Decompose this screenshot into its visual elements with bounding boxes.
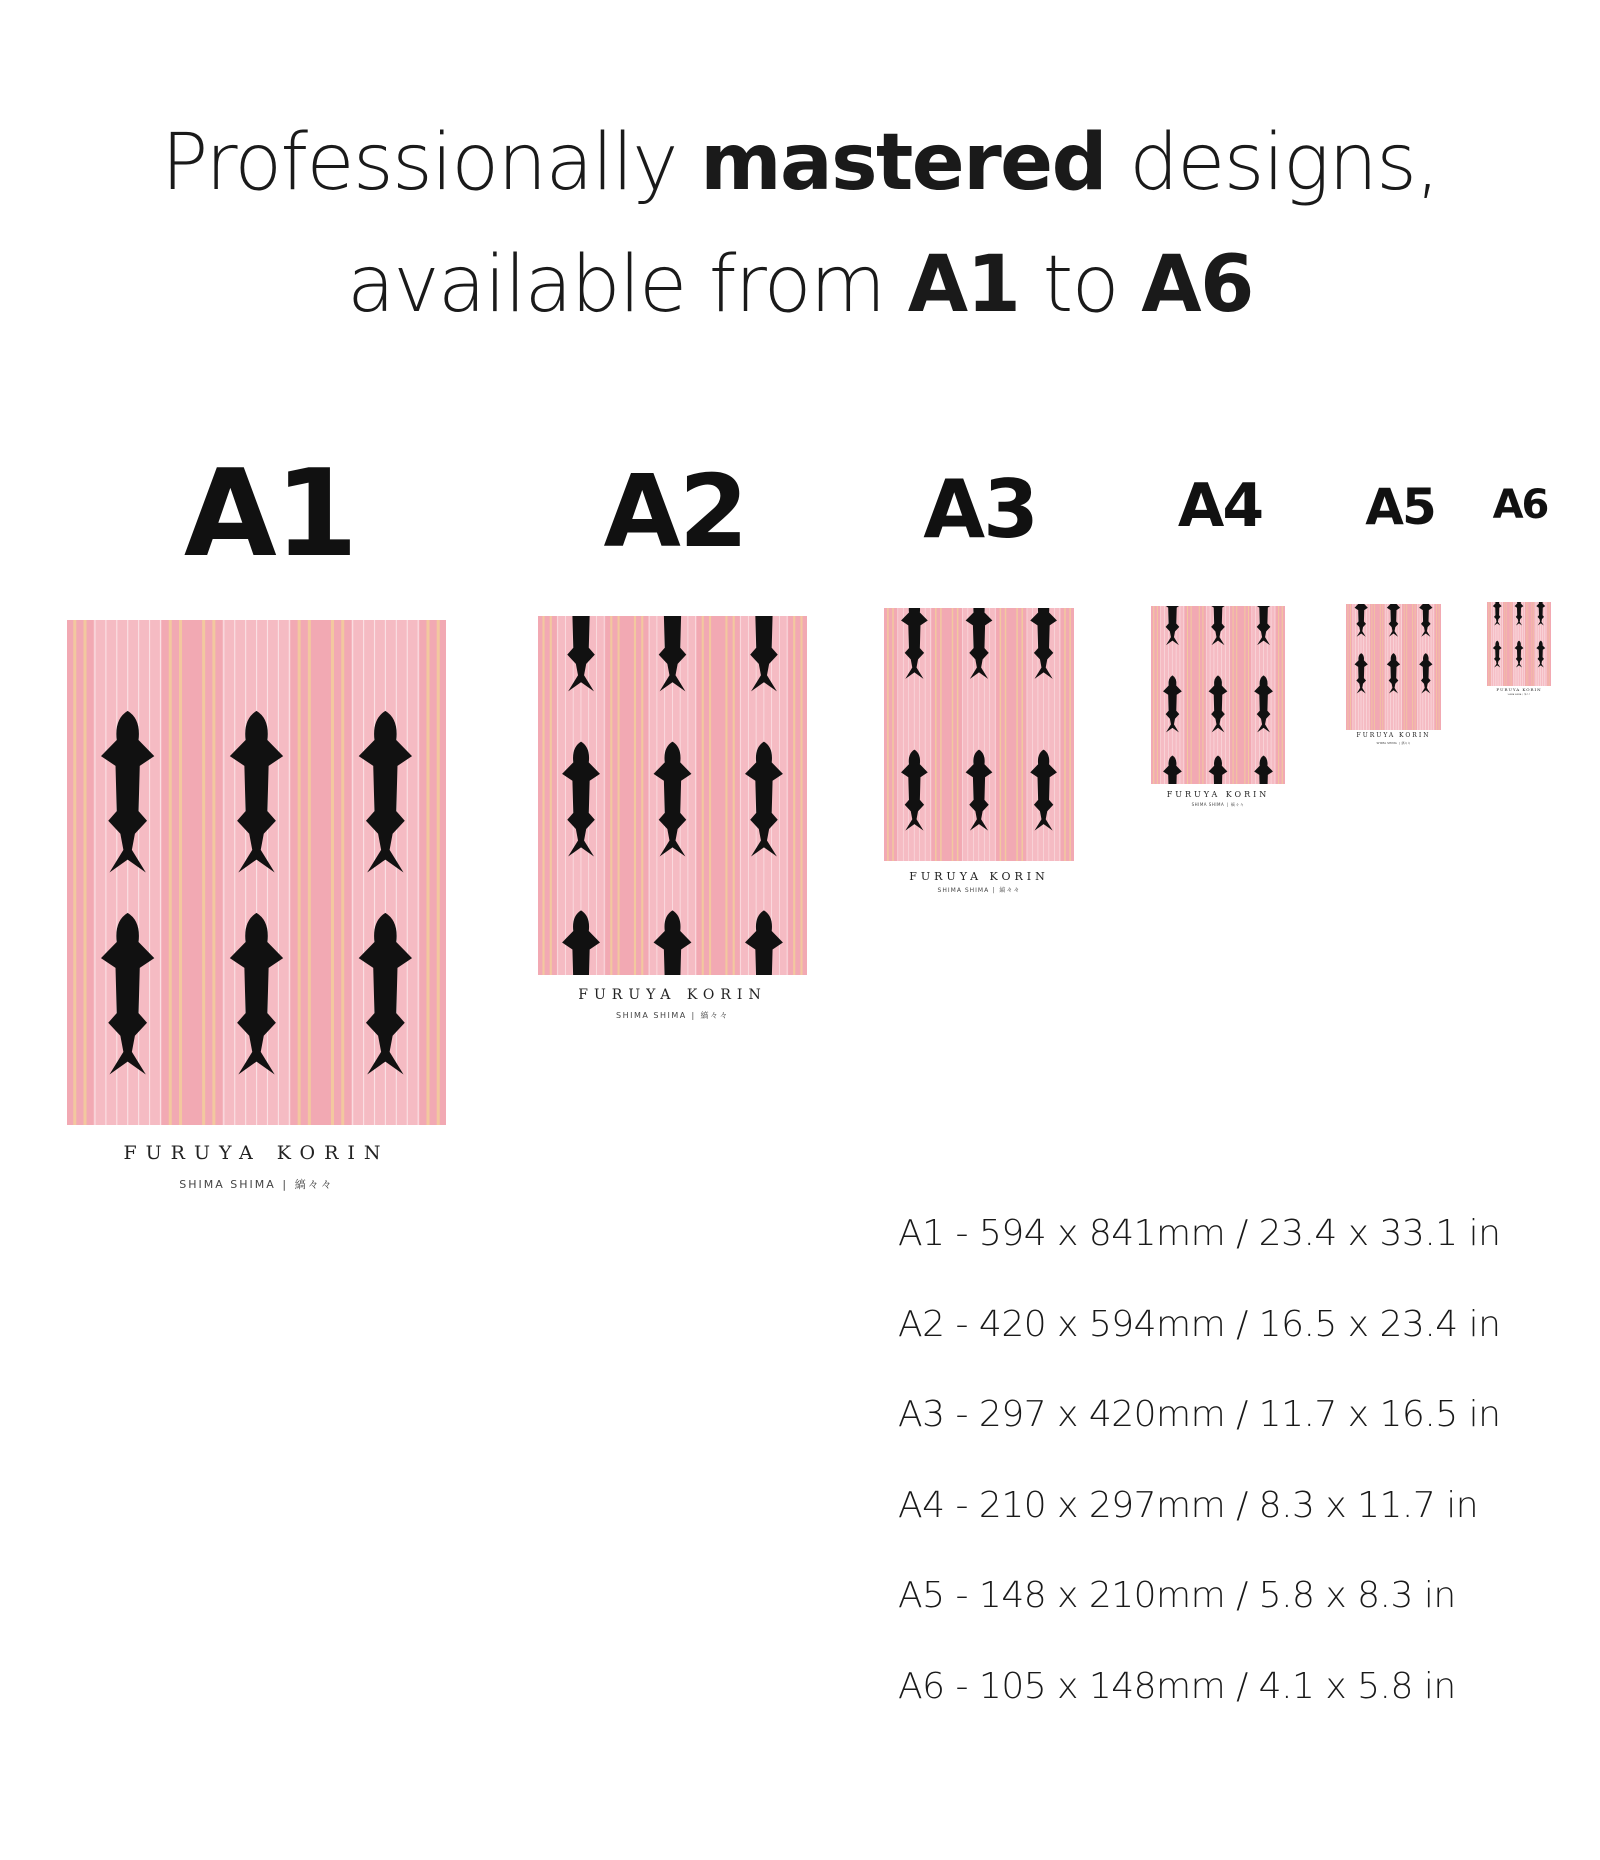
gold-stripe bbox=[1000, 608, 1002, 861]
headline-text: to bbox=[1019, 240, 1142, 330]
poster-title: SHIMA SHIMA bbox=[179, 1178, 276, 1191]
gold-stripe bbox=[1504, 602, 1505, 686]
gold-stripe bbox=[1350, 604, 1351, 730]
thin-stripe bbox=[94, 620, 95, 1125]
gold-stripe bbox=[1187, 606, 1188, 784]
gold-stripe bbox=[1380, 604, 1381, 730]
size-spec-list bbox=[898, 1212, 1500, 1755]
poster-a3 bbox=[884, 608, 1074, 896]
poster-artwork bbox=[1346, 604, 1441, 730]
gold-stripe bbox=[617, 616, 619, 975]
thin-stripe bbox=[289, 620, 290, 1125]
gold-stripe bbox=[1488, 602, 1489, 686]
poster-artwork bbox=[884, 608, 1074, 861]
gold-stripe bbox=[952, 608, 954, 861]
size-spec-a5: A5 - 148 x 210mm / 5.8 x 8.3 in bbox=[898, 1575, 1456, 1616]
thin-stripe bbox=[1180, 606, 1181, 784]
gold-stripe bbox=[1490, 602, 1491, 686]
gold-stripe bbox=[892, 608, 894, 861]
thin-stripe bbox=[657, 616, 658, 975]
thin-stripe bbox=[1417, 604, 1418, 730]
thin-stripe bbox=[1502, 602, 1503, 686]
thin-stripe bbox=[1160, 606, 1161, 784]
size-spec-a4: A4 - 210 x 297mm / 8.3 x 11.7 in bbox=[898, 1484, 1479, 1526]
thin-stripe bbox=[363, 620, 364, 1125]
poster-subtitle bbox=[1151, 803, 1285, 807]
thin-stripe bbox=[687, 616, 688, 975]
gold-stripe bbox=[1069, 608, 1071, 861]
thin-stripe bbox=[352, 620, 353, 1125]
poster-separator: | bbox=[1522, 694, 1524, 696]
thin-stripe bbox=[149, 620, 150, 1125]
headline-line-2 bbox=[0, 240, 1600, 330]
gold-stripe bbox=[1348, 604, 1349, 730]
thin-stripe bbox=[995, 608, 996, 861]
gold-stripe bbox=[957, 608, 959, 861]
thin-stripe bbox=[138, 620, 139, 1125]
gold-stripe bbox=[437, 620, 440, 1125]
size-spec-a1: A1 - 594 x 841mm / 23.4 x 33.1 in bbox=[898, 1213, 1501, 1254]
thin-stripe bbox=[557, 616, 558, 975]
thin-stripe bbox=[1546, 602, 1547, 686]
thin-stripe bbox=[1060, 608, 1061, 861]
size-spec-a3: A3 - 297 x 420mm / 11.7 x 16.5 in bbox=[898, 1394, 1501, 1435]
thin-stripe bbox=[1054, 608, 1055, 861]
thin-stripe bbox=[105, 620, 106, 1125]
poster-artwork bbox=[538, 616, 807, 975]
thin-stripe bbox=[903, 608, 904, 861]
headline-text: designs, bbox=[1105, 118, 1439, 208]
gold-stripe bbox=[1191, 606, 1192, 784]
gold-stripe bbox=[73, 620, 76, 1125]
thin-stripe bbox=[223, 620, 224, 1125]
thin-stripe bbox=[1352, 604, 1353, 730]
thin-stripe bbox=[1524, 602, 1525, 686]
gold-stripe bbox=[1406, 604, 1407, 730]
gold-stripe bbox=[1528, 602, 1529, 686]
gold-stripe bbox=[426, 620, 429, 1125]
thin-stripe bbox=[1544, 602, 1545, 686]
thin-stripe bbox=[596, 616, 597, 975]
gold-stripe bbox=[550, 616, 552, 975]
thin-stripe bbox=[1493, 602, 1494, 686]
poster-title-jp: 縞々々 bbox=[999, 887, 1021, 894]
gold-stripe bbox=[1415, 604, 1416, 730]
gold-stripe bbox=[169, 620, 172, 1125]
gold-stripe bbox=[641, 616, 643, 975]
poster-artist: FURUYA KORIN bbox=[1496, 687, 1542, 692]
thin-stripe bbox=[649, 616, 650, 975]
poster-artist: FURUYA KORIN bbox=[578, 987, 767, 1003]
gold-stripe bbox=[1404, 604, 1405, 730]
poster-artist: FURUYA KORIN bbox=[1166, 790, 1270, 799]
gold-stripe bbox=[1021, 608, 1023, 861]
poster-artwork bbox=[67, 620, 446, 1125]
thin-stripe bbox=[968, 608, 969, 861]
gold-stripe bbox=[940, 608, 942, 861]
poster-title: SHIMA SHIMA bbox=[1191, 802, 1225, 807]
thin-stripe bbox=[1275, 606, 1276, 784]
gold-stripe bbox=[733, 616, 735, 975]
gold-stripe bbox=[331, 620, 334, 1125]
thin-stripe bbox=[779, 616, 780, 975]
gold-stripe bbox=[725, 616, 727, 975]
gold-stripe bbox=[1199, 606, 1200, 784]
poster-title: SHIMA SHIMA bbox=[937, 887, 990, 894]
gold-stripe bbox=[1510, 602, 1511, 686]
gold-stripe bbox=[1549, 602, 1550, 686]
gold-stripe bbox=[308, 620, 311, 1125]
thin-stripe bbox=[267, 620, 268, 1125]
gold-stripe bbox=[1372, 604, 1373, 730]
poster-title-jp: 縞々々 bbox=[294, 1178, 334, 1191]
gold-stripe bbox=[1526, 602, 1527, 686]
poster-subtitle bbox=[1346, 742, 1441, 745]
poster-artist: FURUYA KORIN bbox=[909, 870, 1049, 883]
thin-stripe bbox=[1225, 606, 1226, 784]
poster-artist: FURUYA KORIN bbox=[123, 1142, 390, 1164]
thin-stripe bbox=[1184, 606, 1185, 784]
thin-stripe bbox=[787, 616, 788, 975]
gold-stripe bbox=[1202, 606, 1203, 784]
headline-bold-size: A1 bbox=[907, 240, 1020, 330]
gold-stripe bbox=[341, 620, 344, 1125]
thin-stripe bbox=[407, 620, 408, 1125]
thin-stripe bbox=[962, 608, 963, 861]
poster-subtitle bbox=[1487, 694, 1551, 696]
thin-stripe bbox=[1385, 604, 1386, 730]
thin-stripe bbox=[1032, 608, 1033, 861]
gold-stripe bbox=[202, 620, 205, 1125]
thin-stripe bbox=[1251, 606, 1252, 784]
gold-stripe bbox=[1157, 606, 1158, 784]
headline-line-1 bbox=[0, 118, 1600, 208]
thin-stripe bbox=[1388, 604, 1389, 730]
gold-stripe bbox=[1374, 604, 1375, 730]
thin-stripe bbox=[930, 608, 931, 861]
poster-separator: | bbox=[691, 1011, 696, 1020]
size-label-a3: A3 bbox=[923, 463, 1037, 556]
poster-title: SHIMA SHIMA bbox=[616, 1011, 687, 1020]
gold-stripe bbox=[1248, 606, 1249, 784]
poster-a4 bbox=[1151, 606, 1285, 810]
gold-stripe bbox=[634, 616, 636, 975]
thin-stripe bbox=[1434, 604, 1435, 730]
gold-stripe bbox=[1233, 606, 1234, 784]
thin-stripe bbox=[1491, 602, 1492, 686]
thin-stripe bbox=[1366, 604, 1367, 730]
gold-stripe bbox=[1548, 602, 1549, 686]
poster-subtitle bbox=[538, 1012, 807, 1020]
thin-stripe bbox=[1401, 604, 1402, 730]
size-label-a2: A2 bbox=[603, 453, 747, 570]
poster-a2 bbox=[538, 616, 807, 1024]
thin-stripe bbox=[1355, 604, 1356, 730]
poster-a5 bbox=[1346, 604, 1441, 748]
gold-stripe bbox=[1512, 602, 1513, 686]
gold-stripe bbox=[1412, 604, 1413, 730]
thin-stripe bbox=[1522, 602, 1523, 686]
gold-stripe bbox=[887, 608, 889, 861]
gold-stripe bbox=[1064, 608, 1066, 861]
thin-stripe bbox=[278, 620, 279, 1125]
poster-a1 bbox=[67, 620, 446, 1194]
thin-stripe bbox=[1255, 606, 1256, 784]
gold-stripe bbox=[610, 616, 612, 975]
poster-artist: FURUYA KORIN bbox=[1356, 732, 1431, 739]
size-label-a5: A5 bbox=[1365, 478, 1435, 536]
gold-stripe bbox=[1244, 606, 1245, 784]
thin-stripe bbox=[1210, 606, 1211, 784]
thin-stripe bbox=[1271, 606, 1272, 784]
thin-stripe bbox=[1027, 608, 1028, 861]
thin-stripe bbox=[748, 616, 749, 975]
size-spec-a2: A2 - 420 x 594mm / 16.5 x 23.4 in bbox=[898, 1303, 1501, 1345]
poster-title-jp: 縞々々 bbox=[1230, 802, 1245, 807]
size-label-a1: A1 bbox=[183, 445, 357, 584]
headline-bold-size: A6 bbox=[1141, 240, 1253, 330]
poster-artwork bbox=[1487, 602, 1551, 686]
gold-stripe bbox=[1506, 602, 1507, 686]
poster-subtitle bbox=[67, 1179, 446, 1190]
thin-stripe bbox=[1431, 604, 1432, 730]
gold-stripe bbox=[542, 616, 544, 975]
gold-stripe bbox=[793, 616, 795, 975]
thin-stripe bbox=[116, 620, 117, 1125]
gold-stripe bbox=[1436, 604, 1437, 730]
gold-stripe bbox=[179, 620, 182, 1125]
poster-title-jp: 縞々々 bbox=[1401, 741, 1411, 745]
thin-stripe bbox=[1206, 606, 1207, 784]
size-label-a4: A4 bbox=[1177, 471, 1263, 541]
poster-separator: | bbox=[282, 1178, 289, 1191]
thin-stripe bbox=[1515, 602, 1516, 686]
poster-artwork bbox=[1151, 606, 1285, 784]
thin-stripe bbox=[740, 616, 741, 975]
thin-stripe bbox=[160, 620, 161, 1125]
gold-stripe bbox=[1016, 608, 1018, 861]
headline-text: Professionally bbox=[161, 118, 701, 208]
poster-subtitle bbox=[884, 888, 1074, 894]
gold-stripe bbox=[298, 620, 301, 1125]
poster-title: SHIMA SHIMA bbox=[1507, 694, 1522, 696]
thin-stripe bbox=[1500, 602, 1501, 686]
thin-stripe bbox=[695, 616, 696, 975]
thin-stripe bbox=[1420, 604, 1421, 730]
thin-stripe bbox=[418, 620, 419, 1125]
size-label-a6: A6 bbox=[1492, 482, 1548, 528]
thin-stripe bbox=[1229, 606, 1230, 784]
gold-stripe bbox=[1382, 604, 1383, 730]
thin-stripe bbox=[396, 620, 397, 1125]
poster-title-jp: 縞々々 bbox=[1524, 694, 1531, 696]
gold-stripe bbox=[1278, 606, 1279, 784]
gold-stripe bbox=[1236, 606, 1237, 784]
thin-stripe bbox=[1369, 604, 1370, 730]
thin-stripe bbox=[245, 620, 246, 1125]
thin-stripe bbox=[1164, 606, 1165, 784]
poster-separator: | bbox=[1398, 741, 1400, 745]
thin-stripe bbox=[1537, 602, 1538, 686]
gold-stripe bbox=[1282, 606, 1283, 784]
gold-stripe bbox=[1439, 604, 1440, 730]
thin-stripe bbox=[234, 620, 235, 1125]
thin-stripe bbox=[897, 608, 898, 861]
thin-stripe bbox=[1513, 602, 1514, 686]
thin-stripe bbox=[374, 620, 375, 1125]
thin-stripe bbox=[565, 616, 566, 975]
poster-title: SHIMA SHIMA bbox=[1376, 741, 1397, 745]
thin-stripe bbox=[925, 608, 926, 861]
poster-title-jp: 縞々々 bbox=[700, 1011, 729, 1020]
headline-text: available from bbox=[347, 240, 908, 330]
size-spec-a6: A6 - 105 x 148mm / 4.1 x 5.8 in bbox=[898, 1665, 1456, 1707]
gold-stripe bbox=[1532, 602, 1533, 686]
gold-stripe bbox=[709, 616, 711, 975]
poster-separator: | bbox=[1226, 802, 1229, 807]
thin-stripe bbox=[604, 616, 605, 975]
headline-bold-word: mastered bbox=[700, 118, 1106, 208]
gold-stripe bbox=[1005, 608, 1007, 861]
gold-stripe bbox=[212, 620, 215, 1125]
poster-a6 bbox=[1487, 602, 1551, 698]
gold-stripe bbox=[935, 608, 937, 861]
gold-stripe bbox=[800, 616, 802, 975]
thin-stripe bbox=[1535, 602, 1536, 686]
poster-separator: | bbox=[992, 887, 996, 894]
gold-stripe bbox=[83, 620, 86, 1125]
gold-stripe bbox=[1533, 602, 1534, 686]
gold-stripe bbox=[1153, 606, 1154, 784]
thin-stripe bbox=[1398, 604, 1399, 730]
gold-stripe bbox=[702, 616, 704, 975]
thin-stripe bbox=[989, 608, 990, 861]
